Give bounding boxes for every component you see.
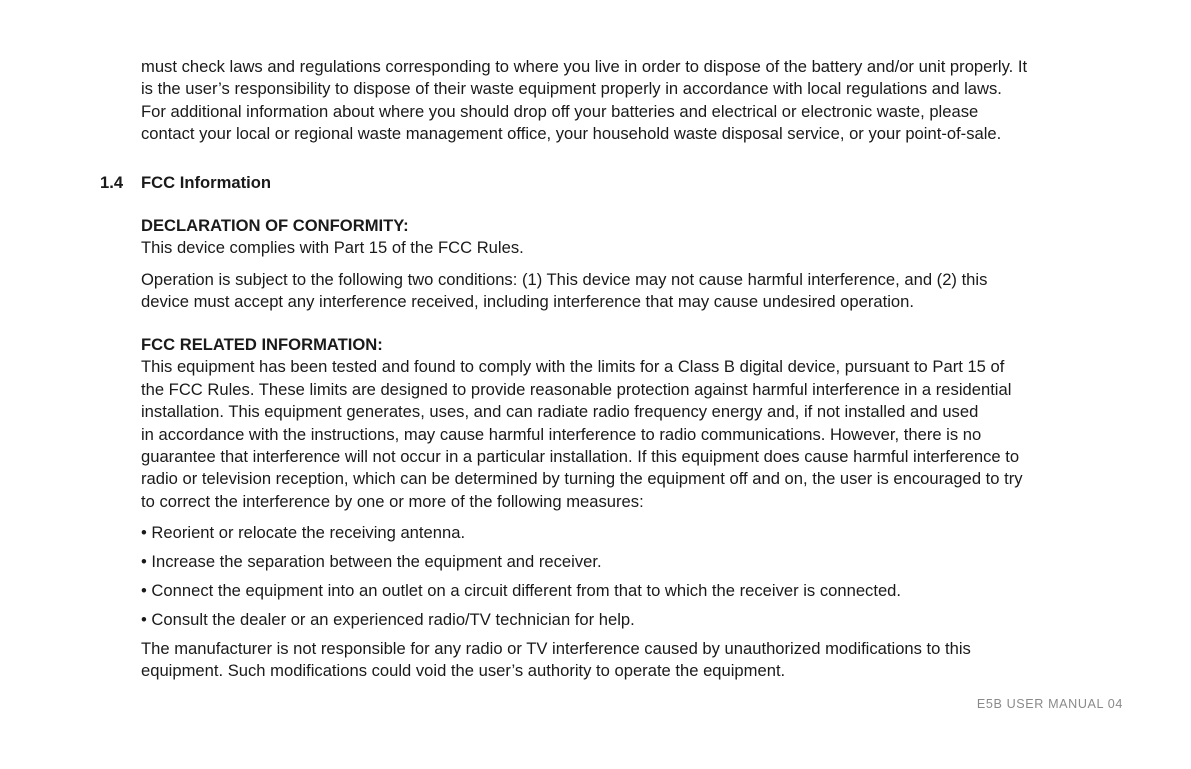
disclaimer-paragraph [141, 638, 1116, 683]
measure-item: • Increase the separation between the equipment and receiver. [141, 552, 602, 571]
disclaimer-line: The manufacturer is not responsible for any radio or TV interference caused by unauthorized modifications to this [141, 639, 971, 658]
related-line: guarantee that interference will not occur in a particular installation. If this equipment does cause harmful interference to [141, 447, 1020, 467]
intro-line: is the user’s responsibility to dispose of their waste equipment properly in accordance with local regulations and laws. [141, 79, 1002, 99]
declaration-line: This device complies with Part 15 of the FCC Rules. [141, 238, 524, 258]
declaration-block [141, 215, 1116, 260]
intro-line: must check laws and regulations corresponding to where you live in order to dispose of the battery and/or unit properly. It [141, 57, 1028, 76]
measure-item: • Consult the dealer or an experienced radio/TV technician for help. [141, 610, 635, 629]
related-line: in accordance with the instructions, may cause harmful interference to radio communications. However, there is no [141, 424, 982, 444]
intro-paragraph [141, 56, 1116, 146]
related-line: This equipment has been tested and found to comply with the limits for a Class B digital device, pursuant to Part 15 of [141, 357, 1005, 377]
related-line: installation. This equipment generates, uses, and can radiate radio frequency energy and, if not installed and used [141, 402, 979, 422]
conditions-line: Operation is subject to the following two conditions: (1) This device may not cause harmful interference, and (2) this [141, 270, 988, 289]
related-line: to correct the interference by one or more of the following measures: [141, 491, 644, 511]
related-block [141, 334, 1116, 513]
disclaimer-line: equipment. Such modifications could void the user’s authority to operate the equipment. [141, 661, 786, 681]
related-line: radio or television reception, which can be determined by turning the equipment off and on, the user is encouraged to try [141, 469, 1023, 489]
related-line: the FCC Rules. These limits are designed to provide reasonable protection against harmful interference in a residential [141, 379, 1012, 399]
intro-line: contact your local or regional waste management office, your household waste disposal service, or your point-of-sale. [141, 124, 1002, 144]
section-number: 1.4 [100, 173, 124, 192]
measure-item: • Connect the equipment into an outlet on a circuit different from that to which the receiver is connected. [141, 581, 902, 600]
intro-line: For additional information about where you should drop off your batteries and electrical or electronic waste, please [141, 101, 979, 121]
section-title: FCC Information [141, 173, 271, 192]
conditions-paragraph [141, 269, 1116, 314]
declaration-heading: DECLARATION OF CONFORMITY: [141, 216, 409, 235]
related-heading: FCC RELATED INFORMATION: [141, 335, 383, 354]
conditions-line: device must accept any interference received, including interference that may cause undesired operation. [141, 292, 914, 312]
measure-item: • Reorient or relocate the receiving antenna. [141, 523, 466, 542]
page-footer: E5B USER MANUAL 04 [976, 697, 1123, 711]
